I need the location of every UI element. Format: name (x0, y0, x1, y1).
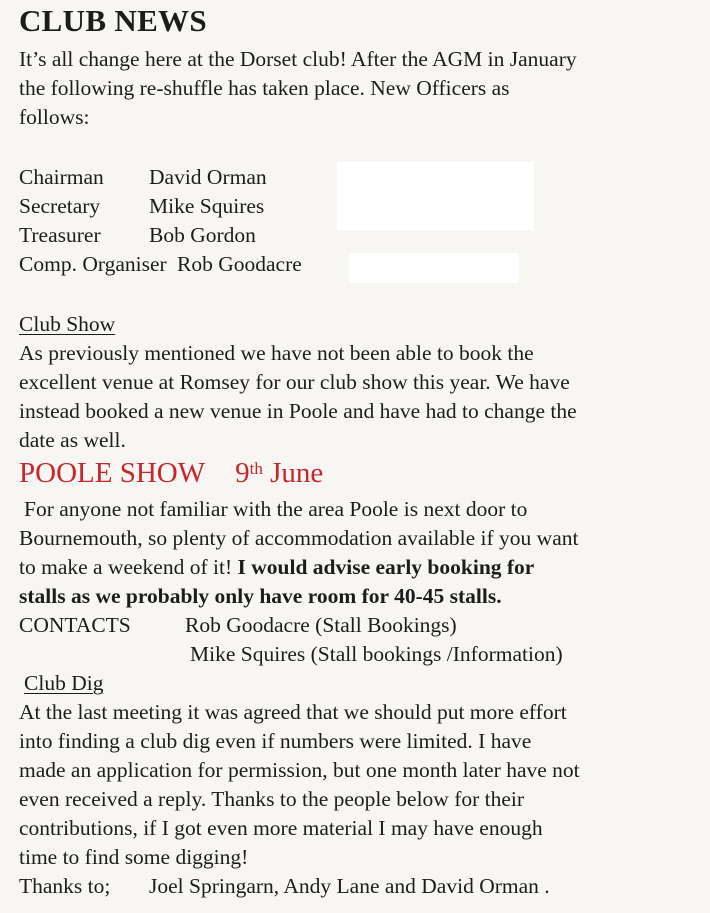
officer-role-chairman: Chairman (19, 165, 104, 189)
poole-show-day: 9 (235, 457, 250, 489)
club-show-heading: Club Show (19, 312, 116, 336)
contact-rob-goodacre: Rob Goodacre (Stall Bookings) (185, 613, 457, 637)
club-dig-line-4: even received a reply. Thanks to the people below for their (19, 787, 525, 811)
club-show-line-1: As previously mentioned we have not been able to book the (19, 341, 534, 365)
officer-role-treasurer: Treasurer (19, 223, 101, 247)
thanks-names: Joel Springarn, Andy Lane and David Orman . (149, 874, 550, 898)
poole-show-day-suffix: th (249, 459, 263, 478)
club-dig-line-5: contributions, if I got even more material I may have enough (19, 816, 543, 840)
club-dig-line-2: into finding a club dig even if numbers were limited. I have (19, 729, 532, 753)
club-dig-heading: Club Dig (24, 671, 104, 695)
poole-show-title (19, 456, 323, 490)
page-title: CLUB NEWS (19, 3, 207, 38)
thanks-label: Thanks to; (19, 874, 111, 898)
poole-show-line-3-text: to make a weekend of it! (19, 555, 233, 579)
contact-mike-squires: Mike Squires (Stall bookings /Information) (190, 642, 563, 666)
club-show-line-3: instead booked a new venue in Poole and have had to change the (19, 399, 577, 423)
poole-show-booking-advice-2: stalls as we probably only have room for 40-45 stalls. (19, 584, 502, 608)
poole-show-label: POOLE SHOW (19, 457, 206, 489)
intro-line-3: follows: (19, 105, 90, 129)
poole-show-line-3 (19, 553, 534, 582)
poole-show-line-1: For anyone not familiar with the area Poole is next door to (24, 497, 528, 521)
redaction-box (337, 162, 534, 230)
intro-line-2: the following re-shuffle has taken place. New Officers as (19, 76, 510, 100)
officer-name-chairman: David Orman (149, 165, 267, 189)
poole-show-booking-advice-1: I would advise early booking for (237, 555, 535, 579)
poole-show-line-2: Bournemouth, so plenty of accommodation available if you want (19, 526, 579, 550)
officer-role-comp-organiser: Comp. Organiser (19, 252, 167, 276)
redaction-box (349, 253, 519, 283)
contacts-label: CONTACTS (19, 613, 131, 637)
club-dig-line-1: At the last meeting it was agreed that we should put more effort (19, 700, 567, 724)
club-show-line-4: date as well. (19, 428, 126, 452)
club-show-line-2: excellent venue at Romsey for our club show this year. We have (19, 370, 570, 394)
club-dig-line-3: made an application for permission, but one month later have not (19, 758, 580, 782)
officer-role-secretary: Secretary (19, 194, 101, 218)
poole-show-month: June (270, 457, 324, 489)
officer-name-secretary: Mike Squires (149, 194, 265, 218)
officer-name-comp-organiser: Rob Goodacre (177, 252, 302, 276)
officer-name-treasurer: Bob Gordon (149, 223, 256, 247)
club-dig-line-6: time to find some digging! (19, 845, 249, 869)
intro-line-1: It’s all change here at the Dorset club! After the AGM in January (19, 47, 577, 71)
